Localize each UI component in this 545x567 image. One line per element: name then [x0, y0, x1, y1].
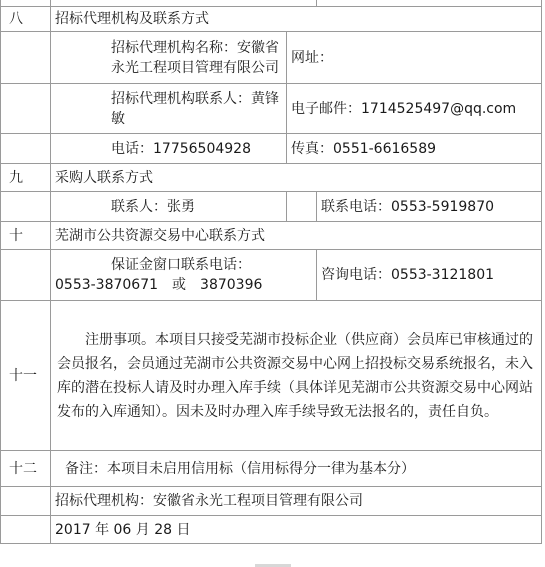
agency-phone: 电话：17756504928 [51, 134, 287, 164]
agency-fax: 传真：0551-6616589 [287, 134, 542, 164]
agency-email: 电子邮件：1714525497@qq.com [287, 84, 542, 134]
section-number-12: 十二 [1, 451, 51, 487]
deposit-phone-label: 保证金窗口联系电话： [111, 257, 251, 273]
section-number-10: 十 [1, 222, 51, 250]
section-number-8: 八 [1, 7, 51, 32]
agency-contact-person: 招标代理机构联系人：黄锋敏 [51, 84, 287, 134]
agency-name: 招标代理机构名称：安徽省永光工程项目管理有限公司 [51, 32, 287, 84]
section-number-11: 十一 [1, 301, 51, 451]
consult-phone: 咨询电话：0553-3121801 [317, 250, 542, 301]
registration-notice: 注册事项。本项目只接受芜湖市投标企业（供应商）会员库已审核通过的会员报名，会员通过芜湖市公共资源交易中心网上招投标交易系统报名，未入库的潜在投标人请及时办理入库手续（具体详见芜湖市公共资源交易中心网站发布的入库通知）。因未及时办理入库手续导致无法报名的，责任自负。 [51, 301, 542, 451]
deposit-phone-numbers: 0553-3870671 或 3870396 [55, 277, 263, 293]
purchaser-contact-phone: 联系电话：0553-5919870 [317, 192, 542, 222]
footer-date: 2017 年 06 月 28 日 [51, 516, 542, 544]
purchaser-contact-person: 联系人：张勇 [51, 192, 287, 222]
website-field: 网址： [287, 32, 542, 84]
section-title-10: 芜湖市公共资源交易中心联系方式 [51, 222, 542, 250]
remarks: 备注：本项目未启用信用标（信用标得分一律为基本分） [51, 451, 542, 487]
footer-agency: 招标代理机构：安徽省永光工程项目管理有限公司 [51, 487, 542, 516]
section-title-9: 采购人联系方式 [51, 164, 542, 192]
section-number-9: 九 [1, 164, 51, 192]
deposit-window-phone [51, 250, 317, 301]
section-title-8: 招标代理机构及联系方式 [51, 7, 542, 32]
